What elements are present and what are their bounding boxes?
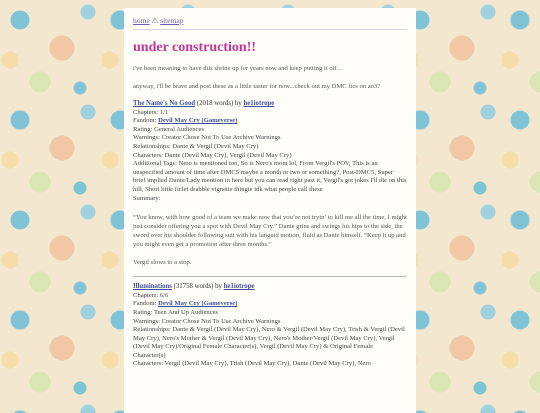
work-summary-paragraph: “You know, with how good of a team we make now that you’re not tryin’ to kill me all the time, I might just consider offering you a spot with Devil May Cry.” Dante grins and swings his hips to the side, the sword over his shoulder following suit with his languid motion, fluid as Dante himself. “Keep it up and you might even get a promotion after three months.” bbox=[133, 214, 407, 249]
work-relationships: Relationships: Dante & Vergil (Devil May Cry) bbox=[133, 142, 259, 150]
content-panel bbox=[124, 8, 416, 413]
work-word-count: (31758 words) by bbox=[173, 283, 222, 291]
work-word-count: (2018 words) by bbox=[196, 100, 242, 107]
fandom-link[interactable]: Devil May Cry (Gameverse) bbox=[158, 117, 238, 125]
work-rating: Rating: Teen And Up Audiences bbox=[133, 308, 219, 316]
fandom-label: Fandom: bbox=[133, 117, 157, 125]
work-title-line bbox=[133, 100, 407, 109]
fandom-link[interactable]: Devil May Cry (Gameverse) bbox=[158, 300, 238, 308]
work-tags: Additional Tags: Nero is mentioned too, So is Nero's mom lol, From Vergil's POV, This is an unspecified amount of time after DMC5 maybe a month or two or something?, Post-DMC5, Super brief implied Dante/Lady mention in here but you can read right past it, Vergil's got jokes I'll die on this hill, Short little ficlet drabble vignette thingie idk what people call these bbox=[133, 160, 407, 193]
work-fandom bbox=[133, 117, 407, 126]
work-author-link[interactable]: he1iotrope bbox=[243, 100, 275, 107]
warning-icon: ⚠ bbox=[151, 16, 159, 25]
sitemap-link[interactable]: sitemap bbox=[160, 16, 184, 25]
fandom-label: Fandom: bbox=[133, 300, 157, 308]
page-title: under construction!! bbox=[133, 40, 257, 55]
work-title-link[interactable]: Illuminations bbox=[133, 283, 172, 291]
work-divider bbox=[133, 276, 407, 277]
work-summary-paragraph: Vergil slows to a stop. bbox=[133, 259, 192, 267]
work-chapters: Chapters: 1/1 bbox=[133, 108, 169, 116]
intro-paragraph-1: i've been meaning to have this shrine up for years now and keep putting it off... bbox=[133, 65, 342, 72]
work-title-link[interactable]: The Name's No Good bbox=[133, 100, 196, 107]
work-characters: Characters: Vergil (Devil May Cry), Trish (Devil May Cry), Dante (Devil May Cry), Nero bbox=[133, 360, 371, 368]
work-author-link[interactable]: he1iotrope bbox=[223, 283, 255, 291]
work-warnings: Warnings: Creator Chose Not To Use Archive Warnings bbox=[133, 134, 281, 142]
summary-label: Summary: bbox=[133, 194, 161, 202]
work-relationships: Relationships: Dante & Vergil (Devil May Cry), Nero & Vergil (Devil May Cry), Trish & Vergil (Devil May Cry), Nero's Mother & Vergil (Devil May Cry), Nero's Mother/Vergil (Devil May Cry), Vergil (Devil May Cry)/Original Female Character(s), Vergil (Devil May Cry) & Original Female Character(s) bbox=[133, 326, 405, 359]
work-characters: Characters: Dante (Devil May Cry), Vergil (Devil May Cry) bbox=[133, 151, 292, 159]
home-link[interactable]: home bbox=[133, 16, 150, 25]
work-chapters: Chapters: 6/6 bbox=[133, 291, 169, 299]
nav-divider bbox=[133, 29, 407, 30]
work-title-line bbox=[133, 283, 407, 292]
top-nav bbox=[133, 8, 407, 26]
work-rating: Rating: General Audiences bbox=[133, 125, 205, 133]
work-warnings: Warnings: Creator Chose Not To Use Archive Warnings bbox=[133, 317, 281, 325]
work-entry bbox=[133, 100, 407, 267]
intro-paragraph-2: anyway, i'll be brave and post these as a little taster for now...check out my DMC fics on ao3? bbox=[133, 83, 381, 90]
work-fandom bbox=[133, 300, 407, 309]
work-entry bbox=[133, 283, 407, 369]
